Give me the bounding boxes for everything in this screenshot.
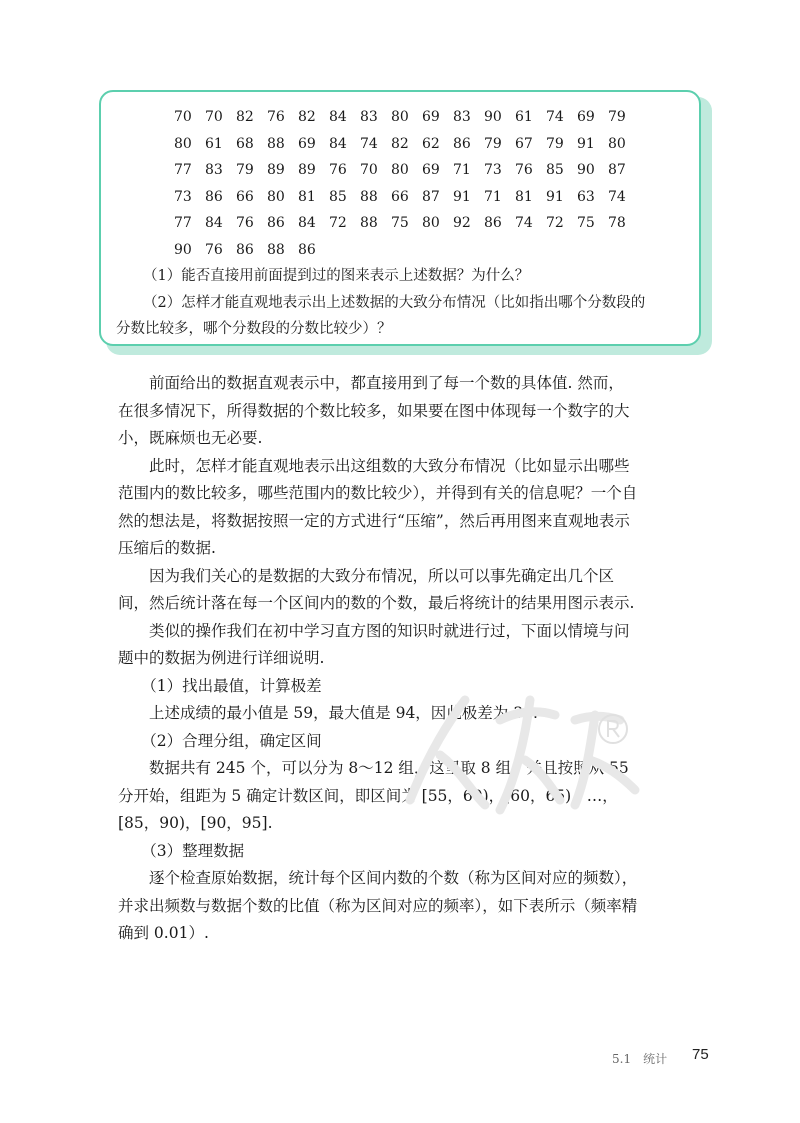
score-cell: 62 [422, 135, 440, 152]
score-cell: 78 [608, 215, 626, 231]
score-cell: 69 [422, 162, 440, 178]
score-cell: 69 [577, 109, 595, 125]
score-cell: 85 [546, 162, 564, 178]
score-cell: 77 [174, 215, 192, 231]
score-cell: 76 [205, 241, 223, 258]
score-cell: 86 [205, 188, 223, 205]
score-cell: 67 [515, 135, 533, 152]
score-cell: 76 [236, 215, 254, 231]
score-cell: 80 [267, 188, 285, 205]
paragraph: 上述成绩的最小值是 59，最大值是 94，因此极差为 35. [118, 704, 538, 722]
score-cell: 89 [267, 162, 285, 178]
score-cell: 72 [329, 215, 347, 231]
page-number: 75 [692, 1046, 709, 1063]
score-cell: 91 [577, 135, 595, 152]
score-grid [174, 104, 639, 263]
score-cell: 61 [205, 135, 223, 152]
score-cell: 87 [608, 162, 626, 178]
score-cell: 83 [453, 109, 471, 125]
question-1: （1）能否直接用前面提到过的图来表示上述数据？为什么？ [143, 268, 530, 284]
score-cell: 61 [515, 109, 533, 125]
score-cell: 74 [360, 135, 378, 152]
score-cell: 83 [205, 162, 223, 178]
score-cell: 71 [484, 188, 502, 205]
paragraph: （2）合理分组，确定区间 [118, 731, 322, 750]
score-cell: 86 [298, 241, 316, 258]
score-cell: 75 [391, 215, 409, 231]
paragraph: （1）找出最值，计算极差 [118, 676, 322, 695]
score-cell: 69 [422, 109, 440, 125]
paragraph: 类似的操作我们在初中学习直方图的知识时就进行过，下面以情境与问题中的数据为例进行详细说明. [118, 621, 630, 667]
score-cell: 77 [174, 162, 192, 178]
paragraph: （3）整理数据 [118, 841, 245, 860]
score-cell: 83 [360, 109, 378, 125]
score-cell: 84 [298, 215, 316, 231]
score-cell: 84 [329, 109, 347, 125]
score-cell: 76 [515, 162, 533, 178]
score-cell: 70 [360, 162, 378, 178]
score-cell: 80 [174, 135, 192, 152]
score-cell: 80 [422, 215, 440, 231]
score-cell: 88 [360, 188, 378, 205]
footer-section: 5.1 统计 [612, 1052, 668, 1066]
score-cell: 66 [391, 188, 409, 205]
score-cell: 74 [608, 188, 626, 205]
score-cell: 87 [422, 188, 440, 205]
score-cell: 79 [236, 162, 254, 178]
score-cell: 70 [174, 109, 192, 125]
score-cell: 90 [484, 109, 502, 125]
score-cell: 90 [174, 241, 192, 258]
score-cell: 68 [236, 135, 254, 152]
paragraph: 此时，怎样才能直观地表示出这组数的大致分布情况（比如显示出哪些范围内的数比较多，哪些范围内的数比较少），并得到有关的信息呢？一个自然的想法是，将数据按照一定的方式进行“压缩”，然后再用图来直观地表示压缩后的数据. [118, 456, 638, 557]
score-cell: 79 [484, 135, 502, 152]
score-cell: 89 [298, 162, 316, 178]
score-cell: 79 [608, 109, 626, 125]
question-2-line-1: （2）怎样才能直观地表示出上述数据的大致分布情况（比如指出哪个分数段的 [143, 295, 646, 311]
score-cell: 88 [267, 241, 285, 258]
score-cell: 86 [236, 241, 254, 258]
score-cell: 76 [329, 162, 347, 178]
paragraph: 因为我们关心的是数据的大致分布情况，所以可以事先确定出几个区间，然后统计落在每一个区间内的数的个数，最后将统计的结果用图示表示. [118, 566, 635, 612]
score-cell: 81 [515, 188, 533, 205]
score-cell: 74 [515, 215, 533, 231]
score-cell: 88 [360, 215, 378, 231]
score-cell: 74 [546, 109, 564, 125]
score-cell: 88 [267, 135, 285, 152]
paragraph: 逐个检查原始数据，统计每个区间内数的个数（称为区间对应的频数），并求出频数与数据个数的比值（称为区间对应的频率），如下表所示（频率精确到 0.01）. [118, 869, 638, 942]
score-cell: 90 [577, 162, 595, 178]
question-2-line-2: 分数比较多，哪个分数段的分数比较少）？ [116, 321, 392, 337]
score-cell: 72 [546, 215, 564, 231]
score-cell: 82 [391, 135, 409, 152]
score-cell: 75 [577, 215, 595, 231]
score-cell: 84 [205, 215, 223, 231]
score-cell: 82 [236, 109, 254, 125]
score-cell: 84 [329, 135, 347, 152]
paragraph: 前面给出的数据直观表示中，都直接用到了每一个数的具体值. 然而，在很多情况下，所得数据的个数比较多，如果要在图中体现每一个数字的大小，既麻烦也无必要. [118, 374, 630, 447]
score-cell: 85 [329, 188, 347, 205]
paragraph: 数据共有 245 个，可以分为 8～12 组，这里取 8 组，并且按照从 55 分开始，组距为 5 确定计数区间，即区间为 [55，60)，[60，65)，…，[85，90)，[90，95]. [118, 759, 629, 832]
score-cell: 73 [484, 162, 502, 178]
registered-icon [596, 712, 630, 746]
score-cell: 80 [608, 135, 626, 152]
score-cell: 86 [267, 215, 285, 231]
score-cell: 92 [453, 215, 471, 231]
score-cell: 69 [298, 135, 316, 152]
score-cell: 91 [546, 188, 564, 205]
score-cell: 79 [546, 135, 564, 152]
body-text [118, 370, 638, 948]
score-cell: 86 [453, 135, 471, 152]
score-cell: 81 [298, 188, 316, 205]
score-cell: 80 [391, 162, 409, 178]
score-cell: 73 [174, 188, 192, 205]
score-cell: 70 [205, 109, 223, 125]
score-cell: 82 [298, 109, 316, 125]
score-cell: 66 [236, 188, 254, 205]
score-cell: 71 [453, 162, 471, 178]
score-cell: 76 [267, 109, 285, 125]
problem-box [99, 90, 701, 346]
score-cell: 80 [391, 109, 409, 125]
score-cell: 63 [577, 188, 595, 205]
score-cell: 86 [484, 215, 502, 231]
score-cell: 91 [453, 188, 471, 205]
